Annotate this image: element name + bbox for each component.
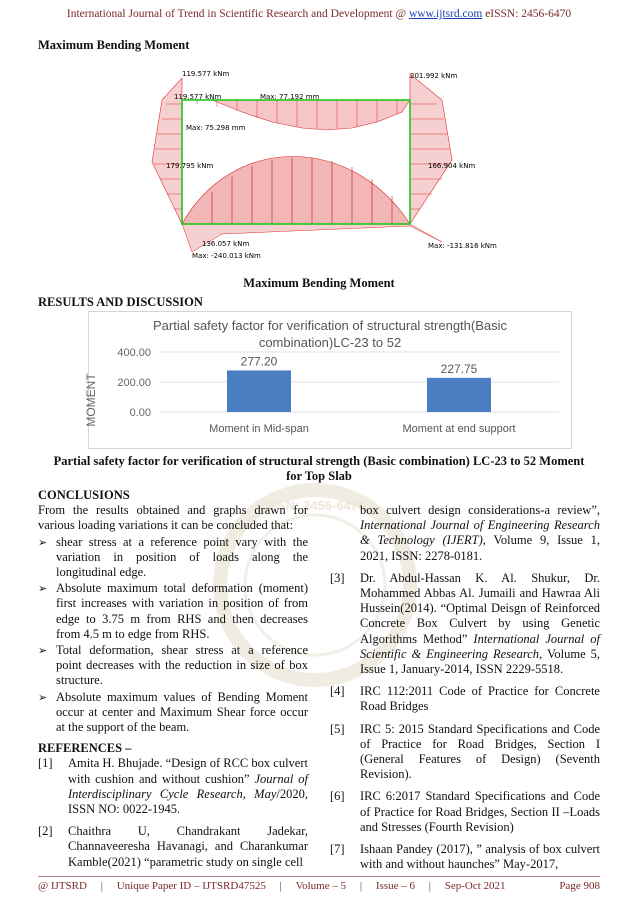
right-column <box>330 503 600 879</box>
moment-bar-chart <box>84 311 572 449</box>
chart-x-tick-label: Moment at end support <box>402 423 516 435</box>
conclusion-bullet: ➢ Total deformation, shear stress at a reference point decreases with the reduction in size of box structure. <box>38 643 308 688</box>
footer-separator: | <box>100 880 103 892</box>
chart-title-line1: Partial safety factor for verification of structural strength(Basic <box>152 318 508 333</box>
footer-divider <box>38 876 600 877</box>
bending-label: 179.795 kNm <box>166 162 214 170</box>
header-url-link[interactable]: www.ijtsrd.com <box>408 8 483 20</box>
running-header <box>0 8 638 20</box>
conclusion-bullet: ➢ Absolute maximum values of Bending Moment occur at center and Maximum Shear force occur at the support of the beam. <box>38 689 308 735</box>
reference-item: [4] IRC 112:2011 Code of Practice for Concrete Road Bridges <box>330 684 600 714</box>
bending-label: 136.057 kNm <box>202 240 250 248</box>
bending-label: 166.904 kNm <box>428 162 476 170</box>
arrow-bullet-icon: ➢ <box>38 644 48 658</box>
bending-label: Max: -240.013 kNm <box>192 252 261 260</box>
chart-x-labels <box>209 423 515 435</box>
chart-y-tick-label: 200.00 <box>117 377 151 389</box>
chart-gridlines <box>159 352 559 412</box>
reference-item: [6] IRC 6:2017 Standard Specifications and Code of Practice for Road Bridges, Section II –Loads and Stresses (Fourth Revision) <box>330 789 600 834</box>
footer-separator: | <box>428 880 431 892</box>
header-suffix: eISSN: 2456-6470 <box>482 8 572 20</box>
conclusions-intro: From the results obtained and graphs drawn for various loading variations it can be concluded that: <box>38 503 308 533</box>
bending-label: 119.577 kNm <box>174 93 222 101</box>
reference-item: [3] Dr. Abdul-Hassan K. Al. Shukur, Dr. Mohammed Abbas Al. Jumaili and Hawraa Ali Hussein(2014). “Optimal Deisgn of Reinforced Concrete Box Culvert by using Genetic Algorithms Method” International Journal of Scientific & Engineering Research, Volume 5, Issue 1, January-2014, ISSN 2229-5518. <box>330 570 600 677</box>
bending-label: Max: 77.192 mm <box>260 93 320 101</box>
conclusion-bullet: ➢ Absolute maximum total deformation (moment) first increases with variation in position of from edge to 3.75 m from RHS and then decreases from 4.5 m to edge from RHS. <box>38 581 308 641</box>
chart-y-axis-label: MOMENT <box>84 373 98 427</box>
footer-separator: | <box>359 880 363 892</box>
arrow-bullet-icon: ➢ <box>38 582 48 596</box>
bending-label: Max: 75.298 mm <box>186 124 246 132</box>
footer-volume: Volume – 5 <box>295 880 347 892</box>
reference-item: [1] Amita H. Bhujade. “Design of RCC box culvert with cushion and without cushion” Journal of Interdisciplinary Cycle Research, May/2020, ISSN NO: 0022-1945. <box>38 756 308 817</box>
chart-caption-line1: Partial safety factor for verification of structural strength (Basic combination) LC-23 to 52 Moment <box>53 454 585 468</box>
chart-y-ticks <box>117 347 151 419</box>
section-title-bending: Maximum Bending Moment <box>38 38 190 52</box>
chart-value-label: 227.75 <box>440 361 478 376</box>
watermark-text: ISSN: 2456-6470 <box>264 498 366 513</box>
chart-bars <box>227 370 491 412</box>
page-footer <box>38 880 600 892</box>
reference-item: [2] Chaithra U, Chandrakant Jadekar, Channaveeresha Havanagi, and Charankumar Kamble(2021) “parametric study on single cell <box>38 824 308 869</box>
conclusions-title: CONCLUSIONS <box>38 488 130 502</box>
footer-separator: | <box>279 880 282 892</box>
reference-item: [5] IRC 5: 2015 Standard Specifications and Code of Practice for Road Bridges, Section I (General Features of Design) (Seventh Revision). <box>330 721 600 782</box>
bending-figure-caption: Maximum Bending Moment <box>243 276 395 290</box>
footer-page-number: Page 908 <box>559 880 600 892</box>
chart-value-label: 277.20 <box>240 354 278 369</box>
arrow-bullet-icon: ➢ <box>38 690 48 704</box>
chart-bar <box>227 370 291 412</box>
footer-journal: @ IJTSRD <box>38 880 87 892</box>
reference-item: [7] Ishaan Pandey (2017), ” analysis of box culvert with and without haunches” May-2017, <box>330 842 600 872</box>
bending-label: 201.992 kNm <box>410 72 458 80</box>
reference-item-continued: box culvert design considerations-a review”, International Journal of Engineering Research & Technology (IJERT), Volume 9, Issue 1, 2021, ISSN: 2278-0181. <box>360 503 601 563</box>
left-column <box>38 488 308 877</box>
bottom-slab-moment-fill <box>182 157 410 225</box>
header-prefix: International Journal of Trend in Scientific Research and Development @ <box>66 8 409 20</box>
arrow-bullet-icon: ➢ <box>38 535 48 549</box>
bending-label: Max: -131.816 kNm <box>428 242 497 250</box>
chart-x-tick-label: Moment in Mid-span <box>209 423 309 435</box>
footer-paper-id: Unique Paper ID – IJTSRD47525 <box>116 880 266 892</box>
bending-label: 119.577 kNm <box>182 70 230 78</box>
chart-y-tick-label: 0.00 <box>129 407 151 419</box>
references-title: REFERENCES – <box>38 741 132 756</box>
footer-issue: Issue – 6 <box>375 880 415 892</box>
footer-date: Sep-Oct 2021 <box>444 880 506 892</box>
chart-bar <box>427 378 491 412</box>
conclusion-bullet: ➢ shear stress at a reference point vary with the variation in position of loads along the longitudinal edge. <box>38 534 308 580</box>
chart-canvas <box>84 312 571 448</box>
chart-title-line2: combination)LC-23 to 52 <box>258 335 402 350</box>
chart-y-tick-label: 400.00 <box>117 347 151 359</box>
bending-moment-figure <box>152 64 514 272</box>
section-title-results: RESULTS AND DISCUSSION <box>38 295 203 309</box>
chart-caption-line2: for Top Slab <box>286 469 352 483</box>
